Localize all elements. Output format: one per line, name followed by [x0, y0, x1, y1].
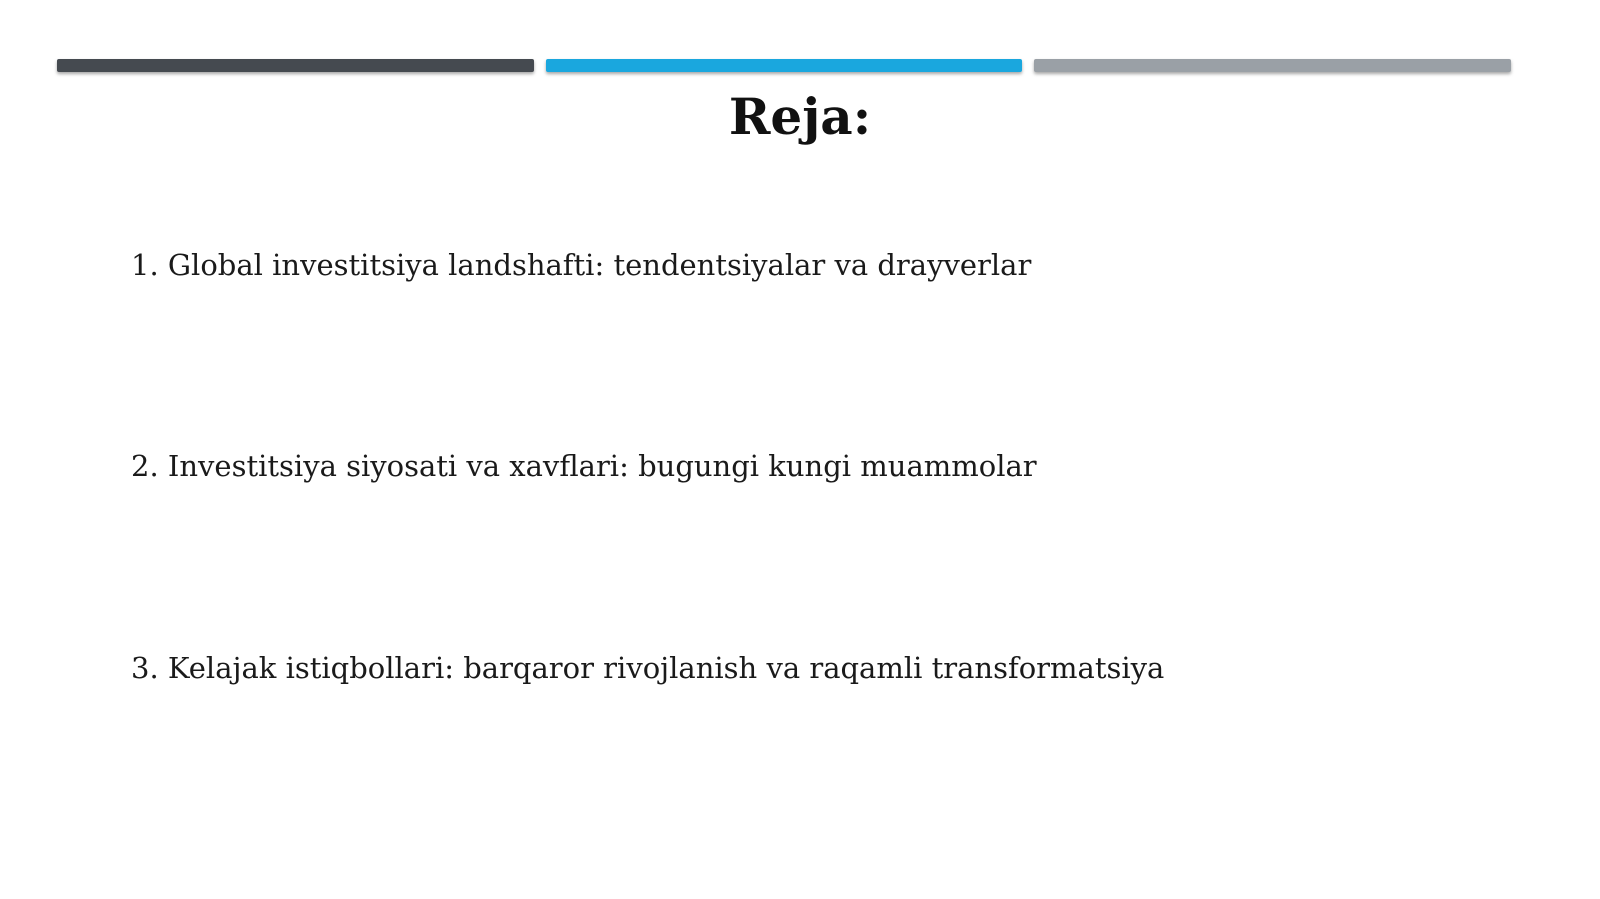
- accent-bar-blue: [546, 59, 1022, 72]
- plan-item-1: 1. Global investitsiya landshafti: tendentsiyalar va drayverlar: [131, 248, 1032, 282]
- slide-title: Reja:: [728, 87, 872, 146]
- plan-item-2: 2. Investitsiya siyosati va xavflari: bugungi kungi muammolar: [131, 449, 1037, 483]
- plan-item-3: 3. Kelajak istiqbollari: barqaror rivojlanish va raqamli transformatsiya: [131, 651, 1165, 685]
- accent-bar-gray: [1034, 59, 1511, 72]
- accent-bar-dark: [57, 59, 534, 72]
